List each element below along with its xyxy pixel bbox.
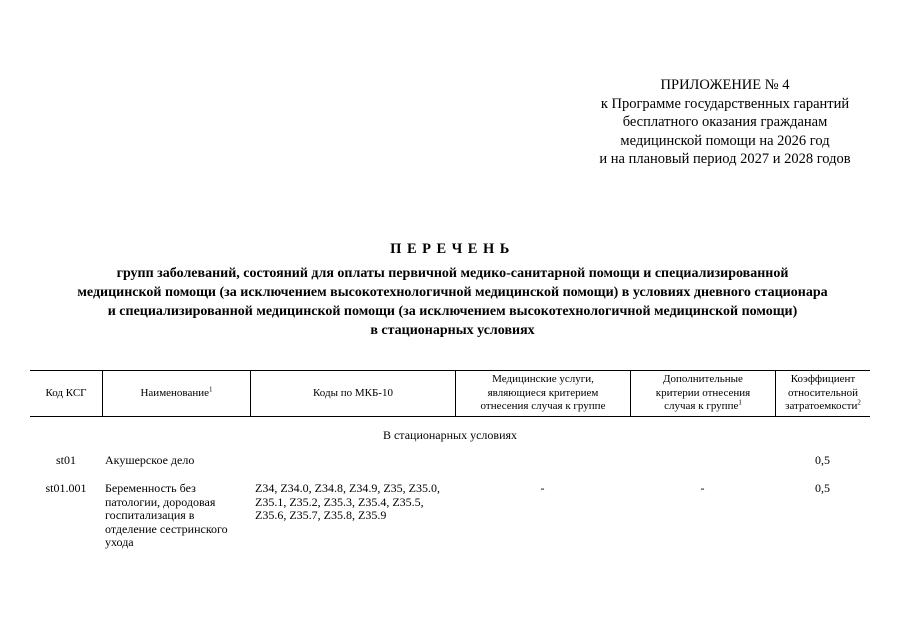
document-title: ПЕРЕЧЕНЬ	[390, 241, 515, 257]
header-coef-line: Коэффициент	[790, 373, 856, 386]
row-code: st01.001	[45, 481, 87, 495]
header-coef-line: относительной	[787, 386, 859, 399]
header-extra-line: случая к группе	[664, 400, 739, 413]
header-extra-line: критерии отнесения	[655, 386, 751, 399]
appendix-block	[560, 76, 890, 169]
row-name-line: Беременность без	[105, 481, 196, 495]
row-name-line: патологии, дородовая	[105, 494, 216, 509]
row-name: Акушерское дело	[105, 453, 195, 467]
appendix-line: медицинской помощи на 2026 год	[620, 132, 830, 149]
row-mkb-line: Z35.1, Z35.2, Z35.3, Z35.4, Z35.5,	[255, 494, 424, 509]
appendix-line: бесплатного оказания гражданам	[622, 114, 828, 130]
row-coef: 0,5	[815, 481, 830, 495]
header-services-line: Медицинские услуги,	[492, 373, 594, 386]
row-name-line: ухода	[105, 535, 134, 549]
row-extra: -	[700, 481, 705, 495]
table-header	[30, 370, 870, 417]
row-name-line: госпитализация в	[105, 508, 195, 522]
appendix-line: ПРИЛОЖЕНИЕ № 4	[660, 77, 790, 93]
header-services-line: отнесения случая к группе	[480, 400, 606, 413]
header-coef	[775, 371, 870, 416]
appendix-line: и на плановый период 2027 и 2028 годов	[599, 151, 851, 167]
subtitle-line: медицинской помощи (за исключением высокотехнологичной медицинской помощи) в условиях дневного стационара	[77, 285, 828, 300]
section-heading: В стационарных условиях	[382, 428, 518, 442]
subtitle-line: и специализированной медицинской помощи (за исключением высокотехнологичной медицинской помощи)	[107, 304, 798, 319]
header-coef-line: затратоемкости	[785, 400, 858, 413]
subtitle-line: в стационарных условиях	[370, 323, 535, 338]
row-name	[105, 482, 255, 550]
subtitle-line: групп заболеваний, состояний для оплаты первичной медико-санитарной помощи и специализированной	[116, 266, 789, 281]
row-coef: 0,5	[815, 453, 830, 467]
header-mkb	[250, 371, 455, 416]
header-extra	[630, 371, 775, 416]
header-services-line: являющиеся критерием	[487, 386, 599, 399]
row-code: st01	[55, 453, 76, 467]
row-mkb-line: Z34, Z34.0, Z34.8, Z34.9, Z35, Z35.0,	[255, 481, 440, 495]
header-name-label: Наименование	[140, 386, 210, 399]
row-services: -	[540, 481, 545, 495]
row-mkb-line: Z35.6, Z35.7, Z35.8, Z35.9	[255, 508, 387, 522]
header-code	[30, 371, 102, 416]
row-name-line: отделение сестринского	[105, 521, 228, 536]
header-extra-line: Дополнительные	[663, 373, 743, 386]
document-subtitle	[0, 264, 905, 340]
footnote-mark: 1	[738, 398, 742, 407]
header-name	[102, 371, 250, 416]
row-mkb	[255, 482, 455, 523]
header-code-label: Код КСГ	[45, 386, 87, 399]
footnote-mark: 2	[857, 398, 861, 407]
header-mkb-label: Коды по МКБ-10	[313, 386, 393, 399]
appendix-line: к Программе государственных гарантий	[600, 95, 850, 112]
footnote-mark: 1	[209, 385, 213, 394]
header-services	[455, 371, 630, 416]
